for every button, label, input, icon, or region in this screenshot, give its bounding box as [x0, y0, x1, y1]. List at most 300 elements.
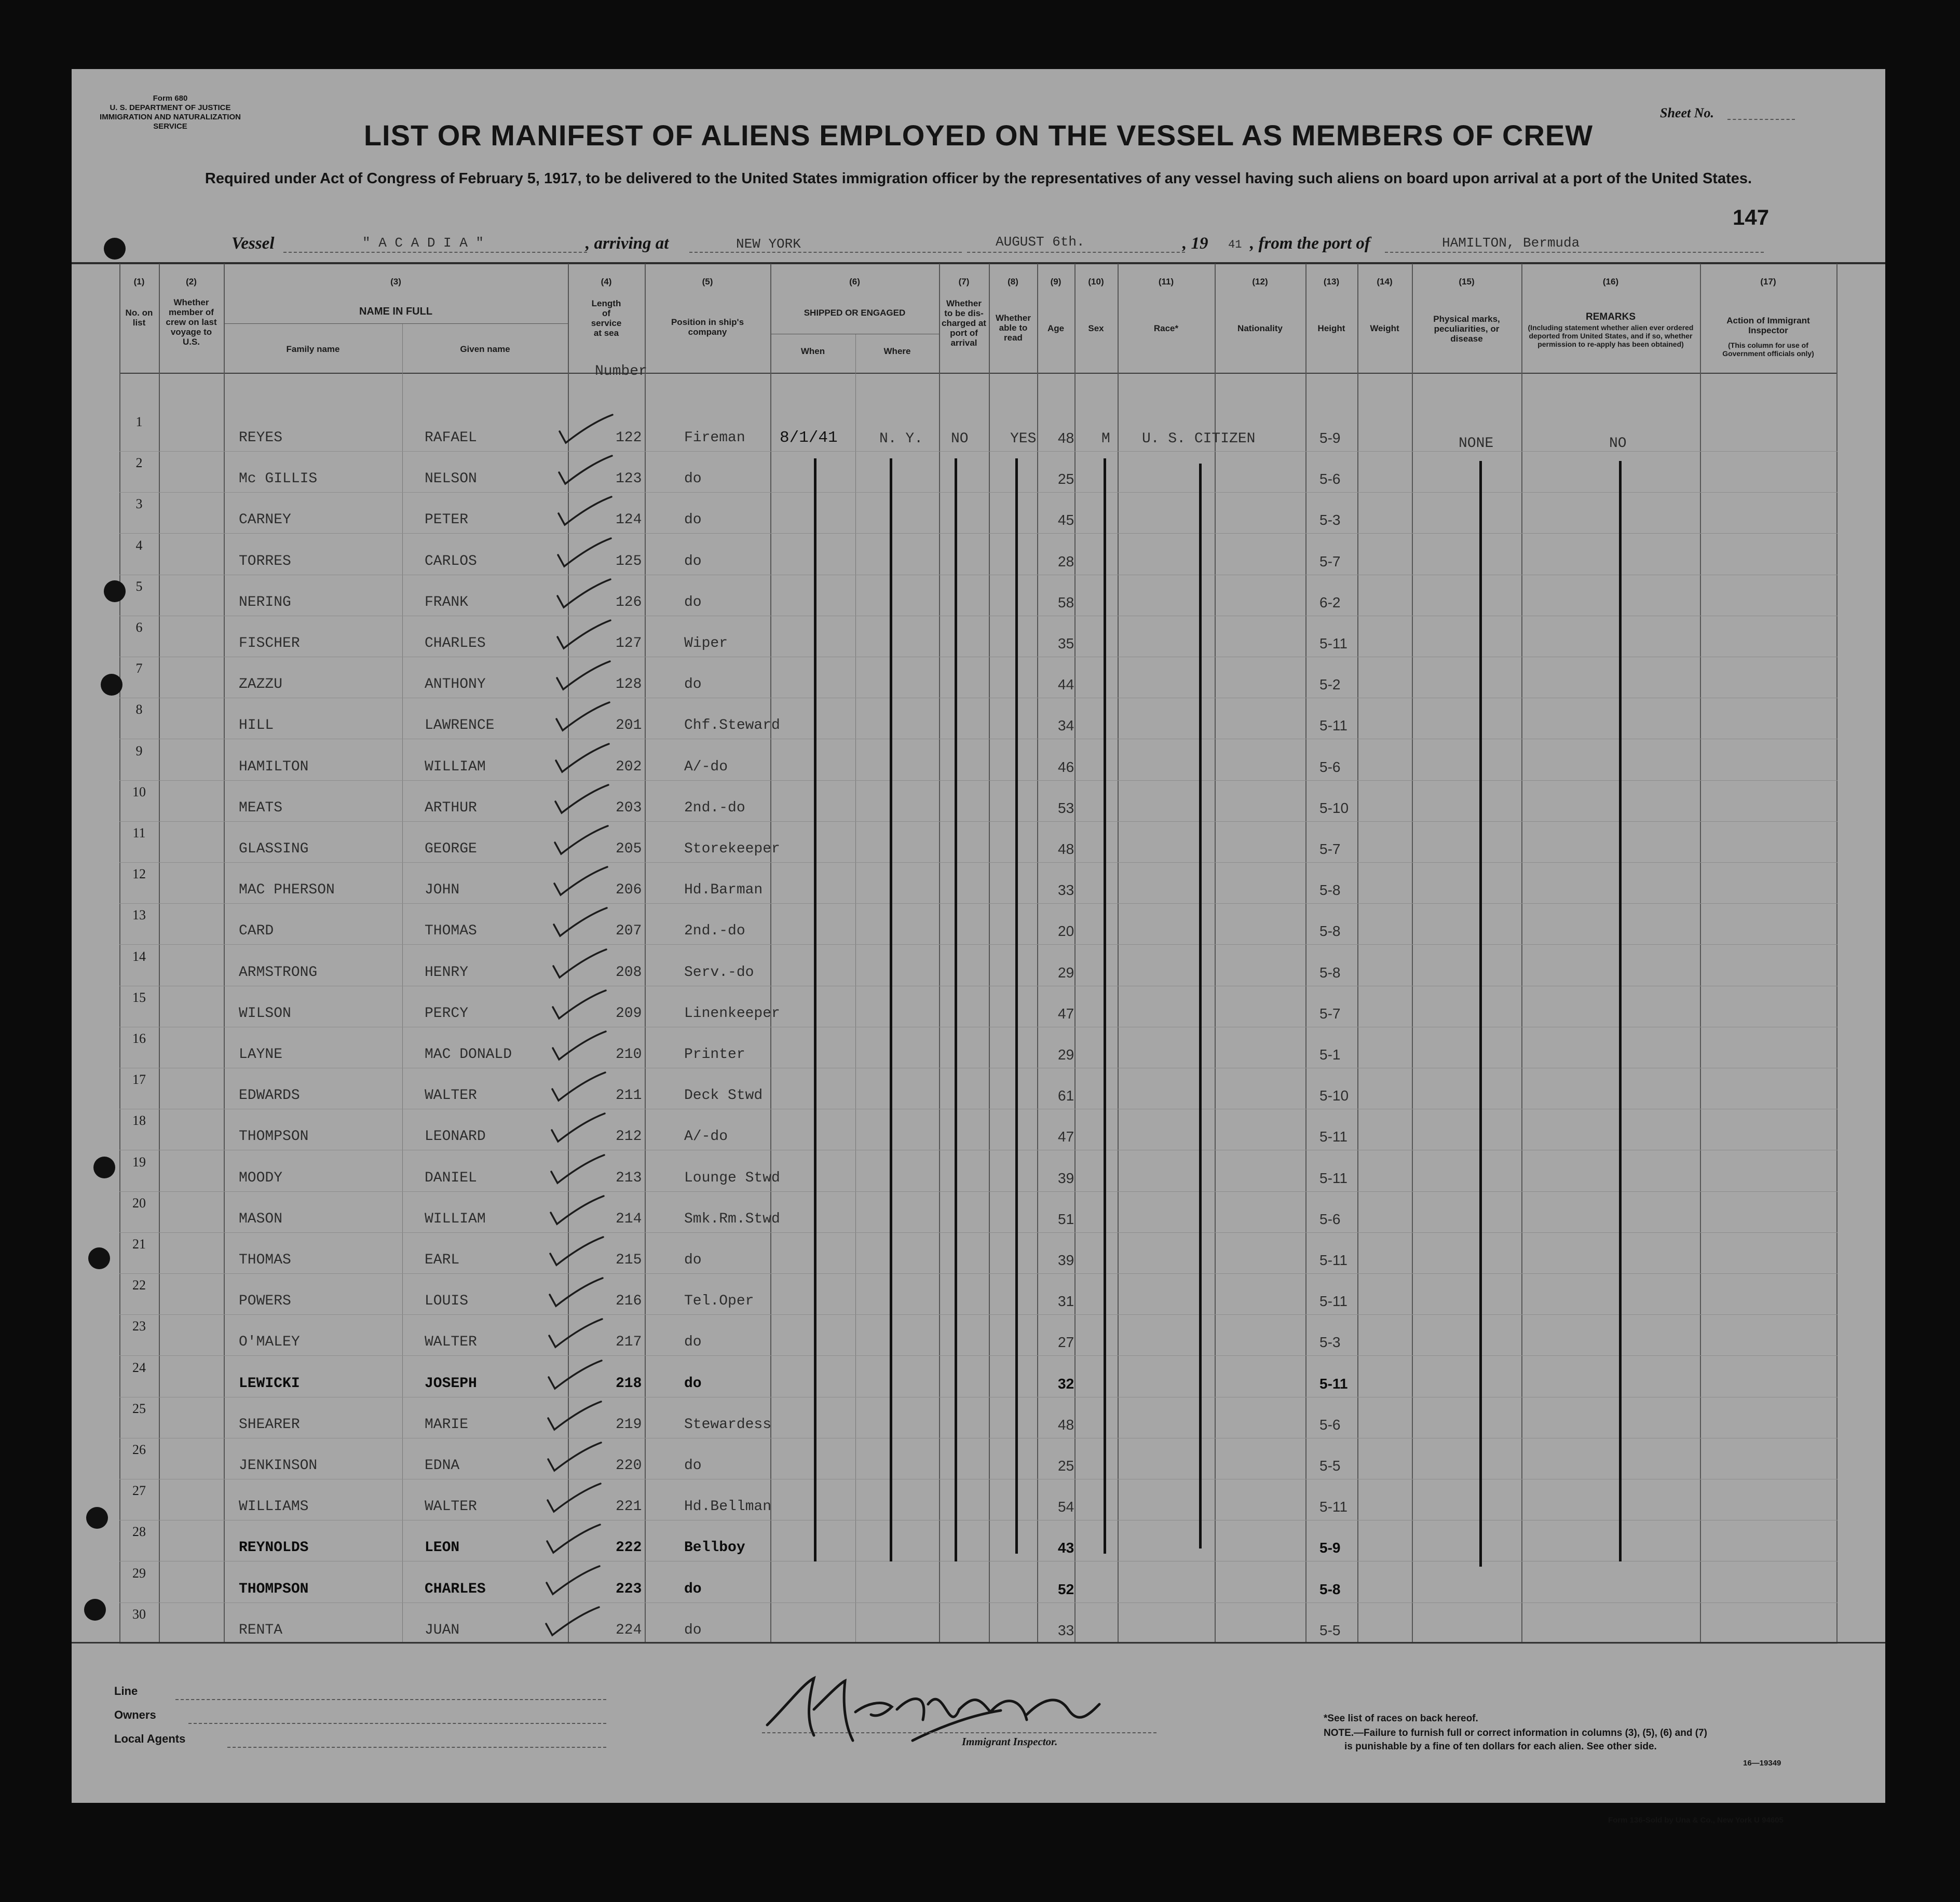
length-of-service: 205: [616, 841, 642, 857]
length-of-service: 125: [616, 553, 642, 569]
ditto-line-race: [1199, 464, 1202, 1548]
check-mark: [547, 1068, 602, 1105]
row-number: 8: [135, 702, 143, 717]
check-mark: [541, 1603, 595, 1639]
family-name: LAYNE: [239, 1047, 283, 1063]
length-of-service: 214: [616, 1211, 642, 1227]
able-to-read-value: YES: [1010, 431, 1037, 447]
age: 47: [1058, 1129, 1074, 1145]
position: A/-do: [684, 758, 728, 775]
col3-family: Family name: [286, 344, 340, 354]
check-mark: [543, 1356, 598, 1393]
punch-hole: [104, 580, 126, 602]
given-name: JUAN: [425, 1622, 460, 1638]
family-name: WILSON: [239, 1005, 291, 1022]
page-number: 147: [1733, 205, 1770, 229]
position: Fireman: [684, 430, 745, 446]
family-name: EDWARDS: [239, 1088, 300, 1104]
height: 5-7: [1319, 1005, 1341, 1022]
given-name: EDNA: [425, 1458, 460, 1474]
position: do: [684, 676, 702, 693]
height: 5-7: [1319, 553, 1341, 569]
punch-hole: [84, 1599, 106, 1621]
position: 2nd.-do: [684, 799, 745, 816]
family-name: MASON: [239, 1211, 283, 1227]
check-mark: [544, 1315, 598, 1351]
given-name: JOHN: [425, 882, 460, 899]
check-mark: [547, 1109, 601, 1146]
family-name: CARNEY: [239, 512, 291, 528]
row-number: 7: [135, 661, 143, 676]
position: do: [684, 512, 702, 528]
height: 5-5: [1319, 1458, 1341, 1474]
check-mark: [551, 740, 605, 776]
family-name: CARD: [239, 923, 274, 940]
position: Bellboy: [684, 1540, 745, 1556]
punch-hole: [93, 1157, 115, 1178]
family-name: GLASSING: [239, 841, 309, 857]
row-number: 13: [132, 907, 146, 923]
length-of-service: 127: [616, 635, 642, 651]
check-mark: [552, 616, 607, 653]
given-name: ANTHONY: [425, 676, 486, 693]
sheet-number-label: Sheet No.: [1660, 105, 1714, 120]
position: do: [684, 1581, 702, 1597]
age: 29: [1058, 1047, 1074, 1063]
col17-subheader: (This column for use of Government officials only): [1722, 341, 1814, 358]
local-agents-label: Local Agents: [114, 1732, 186, 1745]
race-nationality-value: U. S. CITIZEN: [1142, 431, 1256, 447]
height: 6-2: [1319, 594, 1341, 610]
col5-number: (5): [702, 277, 713, 287]
check-mark: [554, 452, 608, 488]
position: Hd.Barman: [684, 882, 763, 899]
row-number: 2: [135, 455, 143, 471]
family-name: THOMPSON: [239, 1129, 309, 1145]
age: 34: [1058, 717, 1074, 734]
height: 5-8: [1319, 923, 1341, 940]
shipped-when: 8/1/41: [780, 429, 838, 447]
position: do: [684, 594, 702, 610]
row-number: 15: [132, 989, 146, 1005]
col15-header: Physical marks, peculiarities, or disease: [1433, 314, 1500, 344]
given-name: PETER: [425, 512, 469, 528]
length-of-service: 211: [616, 1088, 642, 1104]
age: 25: [1058, 1458, 1074, 1474]
length-of-service: 123: [616, 471, 642, 487]
check-mark: [545, 1233, 600, 1269]
position: do: [684, 1334, 702, 1351]
given-name: RAFAEL: [425, 430, 477, 446]
age: 35: [1058, 635, 1074, 651]
age: 39: [1058, 1170, 1074, 1186]
year: 41: [1228, 238, 1242, 251]
col6-where: Where: [883, 346, 911, 356]
col17-header: Action of Immigrant Inspector: [1726, 316, 1810, 335]
line-label: Line: [114, 1684, 138, 1697]
form-service: IMMIGRATION AND NATURALIZATION SERVICE: [100, 113, 241, 131]
height: 5-11: [1319, 717, 1347, 734]
position: do: [684, 1375, 702, 1392]
position: A/-do: [684, 1129, 728, 1145]
height: 5-11: [1319, 1170, 1347, 1186]
check-mark: [543, 1397, 597, 1434]
col16-header: REMARKS: [1585, 311, 1636, 322]
given-name: LAWRENCE: [425, 717, 495, 734]
height: 5-6: [1319, 758, 1341, 775]
given-name: NELSON: [425, 471, 477, 487]
age: 29: [1058, 964, 1074, 981]
height: 5-1: [1319, 1047, 1341, 1063]
check-mark: [552, 657, 606, 694]
col6-when: When: [800, 346, 825, 356]
note-fine-2: is punishable by a fine of ten dollars for each alien. See other side.: [1344, 1741, 1657, 1752]
col17-number: (17): [1760, 277, 1776, 287]
given-name: MAC DONALD: [425, 1047, 512, 1063]
row-number: 5: [135, 578, 143, 594]
position: Serv.-do: [684, 964, 754, 981]
row-number: 12: [132, 866, 146, 882]
ditto-line-when: [814, 458, 816, 1561]
length-of-service: 128: [616, 676, 642, 693]
row-number: 3: [135, 496, 143, 512]
position: Deck Stwd: [684, 1088, 763, 1104]
form-number: Form 680: [153, 94, 188, 103]
row-divider: [119, 862, 1837, 863]
row-divider: [119, 1232, 1837, 1233]
height: 5-6: [1319, 471, 1341, 487]
check-mark: [549, 904, 603, 940]
height: 5-9: [1319, 1540, 1341, 1556]
age: 20: [1058, 923, 1074, 940]
family-name: MOODY: [239, 1170, 283, 1186]
row-divider: [119, 821, 1837, 822]
length-of-service: 223: [616, 1581, 642, 1597]
age: 46: [1058, 758, 1074, 775]
height: 5-6: [1319, 1211, 1341, 1227]
height: 5-3: [1319, 1334, 1341, 1351]
row-divider: [119, 1602, 1837, 1603]
ditto-line-read: [1015, 458, 1018, 1554]
row-number: 19: [132, 1154, 146, 1170]
punch-hole: [86, 1507, 108, 1529]
age: 53: [1058, 799, 1074, 816]
length-of-service: 201: [616, 717, 642, 734]
age: 31: [1058, 1293, 1074, 1310]
row-number: 16: [132, 1031, 146, 1046]
printer-line: Form 136-Sold by Una & Co., New York U 94605: [1608, 1816, 1784, 1825]
vessel-name: " A C A D I A ": [362, 235, 484, 251]
form-code: 16—19349: [1743, 1759, 1781, 1768]
family-name: ZAZZU: [239, 676, 283, 693]
row-number: 11: [132, 825, 146, 840]
age: 52: [1058, 1581, 1074, 1597]
col1-header: No. on list: [125, 308, 153, 328]
length-of-service: 224: [616, 1622, 642, 1638]
arrival-date: AUGUST 6th.: [996, 234, 1085, 250]
age: 28: [1058, 553, 1074, 569]
age: 47: [1058, 1005, 1074, 1022]
length-of-service: 212: [616, 1129, 642, 1145]
col12-header: Nationality: [1237, 323, 1283, 333]
age: 43: [1058, 1540, 1074, 1556]
col8-header: Whether able to read: [996, 313, 1031, 343]
row-divider: [119, 533, 1837, 534]
given-name: LEON: [425, 1540, 460, 1556]
age: 54: [1058, 1499, 1074, 1515]
col3-header: NAME IN FULL: [359, 306, 433, 317]
length-of-service: 207: [616, 923, 642, 940]
manifest-sheet: [72, 69, 1885, 1825]
row-number: 24: [132, 1360, 146, 1375]
position: Chf.Steward: [684, 717, 780, 734]
check-mark: [553, 493, 608, 529]
age: 39: [1058, 1252, 1074, 1268]
position: Smk.Rm.Stwd: [684, 1211, 780, 1227]
row-number: 22: [132, 1278, 146, 1293]
row-divider: [119, 903, 1837, 904]
length-of-service: 202: [616, 758, 642, 775]
given-name: GEORGE: [425, 841, 477, 857]
position: do: [684, 1622, 702, 1638]
position: 2nd.-do: [684, 923, 745, 940]
given-name: CHARLES: [425, 1581, 486, 1597]
row-number: 29: [132, 1565, 146, 1581]
check-mark: [551, 698, 606, 735]
check-mark: [546, 1151, 601, 1187]
check-mark: [546, 1192, 600, 1228]
height: 5-10: [1319, 1088, 1349, 1104]
family-name: HAMILTON: [239, 758, 309, 775]
physical-marks-value: NONE: [1459, 436, 1494, 452]
page-title: LIST OR MANIFEST OF ALIENS EMPLOYED ON THE VESSEL AS MEMBERS OF CREW: [363, 119, 1594, 152]
family-name: NERING: [239, 594, 291, 610]
age: 58: [1058, 594, 1074, 610]
given-name: DANIEL: [425, 1170, 477, 1186]
length-of-service: 222: [616, 1540, 642, 1556]
col13-header: Height: [1317, 323, 1345, 333]
ditto-line-remarks: [1619, 461, 1622, 1561]
given-name: LEONARD: [425, 1129, 486, 1145]
col6-number: (6): [849, 277, 860, 287]
height: 5-8: [1319, 882, 1341, 899]
row-number: 28: [132, 1524, 146, 1540]
length-of-service: 215: [616, 1252, 642, 1268]
height: 5-11: [1319, 1375, 1348, 1392]
length-of-service: 213: [616, 1170, 642, 1186]
check-mark: [550, 781, 605, 817]
vessel-label: Vessel: [232, 234, 275, 253]
check-mark: [545, 1274, 599, 1310]
check-mark: [552, 575, 607, 612]
length-of-service: 124: [616, 512, 642, 528]
family-name: MEATS: [239, 799, 283, 816]
position: do: [684, 1458, 702, 1474]
ditto-line-sex: [1104, 458, 1106, 1554]
row-number: 6: [135, 620, 143, 635]
row-number: 10: [132, 784, 146, 799]
col2-number: (2): [186, 277, 197, 287]
height: 5-9: [1319, 430, 1341, 446]
col9-header: Age: [1047, 323, 1065, 333]
row-number: 26: [132, 1442, 146, 1457]
given-name: WALTER: [425, 1088, 477, 1104]
check-mark: [548, 986, 602, 1023]
note-fine-1: NOTE.—Failure to furnish full or correct information in columns (3), (5), (6) and (7): [1324, 1728, 1707, 1738]
col3-number: (3): [390, 277, 401, 287]
col11-header: Race*: [1153, 323, 1179, 333]
family-name: POWERS: [239, 1293, 291, 1310]
family-name: REYES: [239, 430, 283, 446]
requirement-text: Required under Act of Congress of February 5, 1917, to be delivered to the United States immigration officer by the representatives of any vessel having such aliens on board upon arrival at a port of the United States.: [205, 170, 1752, 187]
check-mark: [541, 1562, 596, 1598]
col3-given: Given name: [460, 344, 510, 354]
from-port-label: , from the port of: [1250, 234, 1370, 253]
punch-hole: [88, 1247, 110, 1269]
family-name: RENTA: [239, 1622, 283, 1638]
row-divider: [119, 1191, 1837, 1192]
punch-hole: [101, 674, 122, 696]
age: 27: [1058, 1334, 1074, 1351]
position: Printer: [684, 1047, 745, 1063]
age: 48: [1058, 430, 1074, 446]
sex-value: M: [1101, 431, 1110, 447]
family-name: O'MALEY: [239, 1334, 300, 1351]
length-of-service: 217: [616, 1334, 642, 1351]
length-of-service: 122: [616, 430, 642, 446]
length-of-service: 203: [616, 799, 642, 816]
height: 5-11: [1319, 1499, 1347, 1515]
height: 5-6: [1319, 1416, 1341, 1433]
position: do: [684, 471, 702, 487]
age: 25: [1058, 471, 1074, 487]
family-name: FISCHER: [239, 635, 300, 651]
given-name: WILLIAM: [425, 758, 486, 775]
arriving-port: NEW YORK: [736, 236, 801, 252]
col6-header: SHIPPED OR ENGAGED: [804, 308, 906, 318]
position: do: [684, 1252, 702, 1268]
length-of-service: 216: [616, 1293, 642, 1310]
col12-number: (12): [1252, 277, 1268, 287]
position: Tel.Oper: [684, 1293, 754, 1310]
given-name: PERCY: [425, 1005, 469, 1022]
family-name: REYNOLDS: [239, 1540, 309, 1556]
length-of-service: 206: [616, 882, 642, 899]
given-name: WALTER: [425, 1499, 477, 1515]
position: Storekeeper: [684, 841, 780, 857]
height: 5-8: [1319, 1581, 1341, 1597]
col9-number: (9): [1050, 277, 1061, 287]
row-number: 1: [135, 414, 143, 429]
col4-header: Length of service at sea: [591, 298, 622, 338]
height: 5-11: [1319, 1129, 1347, 1145]
given-name: HENRY: [425, 964, 469, 981]
punch-hole: [104, 238, 126, 260]
given-name: EARL: [425, 1252, 460, 1268]
check-mark: [548, 945, 603, 982]
position: do: [684, 553, 702, 569]
family-name: JENKINSON: [239, 1458, 318, 1474]
family-name: HILL: [239, 717, 274, 734]
row-divider: [119, 1314, 1837, 1315]
age: 45: [1058, 512, 1074, 528]
height: 5-7: [1319, 841, 1341, 857]
year-prefix: , 19: [1182, 234, 1208, 253]
family-name: MAC PHERSON: [239, 882, 335, 899]
given-name: WALTER: [425, 1334, 477, 1351]
col10-header: Sex: [1088, 323, 1104, 333]
position: Wiper: [684, 635, 728, 651]
ditto-line-discharged: [955, 458, 957, 1561]
col16-subheader: (Including statement whether alien ever ordered deported from United States, and if so, whether permission to re-apply has been obtained): [1528, 323, 1694, 348]
length-of-service: 208: [616, 964, 642, 981]
inspector-label: Immigrant Inspector.: [962, 1735, 1058, 1748]
col7-number: (7): [958, 277, 970, 287]
height: 5-11: [1319, 635, 1347, 651]
age: 33: [1058, 1622, 1074, 1638]
family-name: LEWICKI: [239, 1375, 300, 1392]
check-mark: [543, 1438, 597, 1475]
owners-label: Owners: [114, 1708, 156, 1721]
col1-number: (1): [133, 277, 145, 287]
row-divider: [119, 1643, 1837, 1644]
row-number: 9: [135, 743, 143, 758]
row-number: 18: [132, 1113, 146, 1129]
col14-number: (14): [1377, 277, 1393, 287]
arriving-label: , arriving at: [586, 234, 669, 253]
position: Lounge Stwd: [684, 1170, 780, 1186]
from-port: HAMILTON, Bermuda: [1442, 235, 1580, 251]
age: 44: [1058, 676, 1074, 693]
note-races: *See list of races on back hereof.: [1324, 1713, 1478, 1724]
height: 5-10: [1319, 799, 1349, 816]
discharged-value: NO: [951, 431, 969, 447]
given-name: ARTHUR: [425, 799, 477, 816]
row-number: 30: [132, 1606, 146, 1622]
col13-number: (13): [1323, 277, 1340, 287]
age: 61: [1058, 1088, 1074, 1104]
family-name: Mc GILLIS: [239, 471, 318, 487]
row-divider: [119, 451, 1837, 452]
form-dept: U. S. DEPARTMENT OF JUSTICE: [110, 103, 231, 112]
row-number: 23: [132, 1319, 146, 1334]
given-name: MARIE: [425, 1416, 469, 1433]
row-number: 27: [132, 1483, 146, 1499]
col7-header: Whether to be dis-charged at port of arrival: [942, 298, 986, 348]
given-name: FRANK: [425, 594, 469, 610]
height: 5-11: [1319, 1293, 1347, 1310]
row-number: 17: [132, 1072, 146, 1088]
age: 51: [1058, 1211, 1074, 1227]
check-mark: [548, 1027, 602, 1064]
length-of-service: 209: [616, 1005, 642, 1022]
check-mark: [549, 863, 604, 899]
position: Linenkeeper: [684, 1005, 780, 1022]
position: Stewardess: [684, 1416, 772, 1433]
check-mark: [553, 534, 607, 570]
col16-number: (16): [1602, 277, 1619, 287]
col2-header: Whether member of crew on last voyage to U.S.: [166, 297, 217, 347]
ditto-line-marks: [1479, 461, 1482, 1567]
row-number: 14: [132, 948, 146, 964]
length-of-service: 126: [616, 594, 642, 610]
height: 5-8: [1319, 964, 1341, 981]
length-note: Number: [595, 363, 647, 379]
given-name: CARLOS: [425, 553, 477, 569]
row-divider: [119, 492, 1837, 493]
position: Hd.Bellman: [684, 1499, 772, 1515]
family-name: SHEARER: [239, 1416, 300, 1433]
